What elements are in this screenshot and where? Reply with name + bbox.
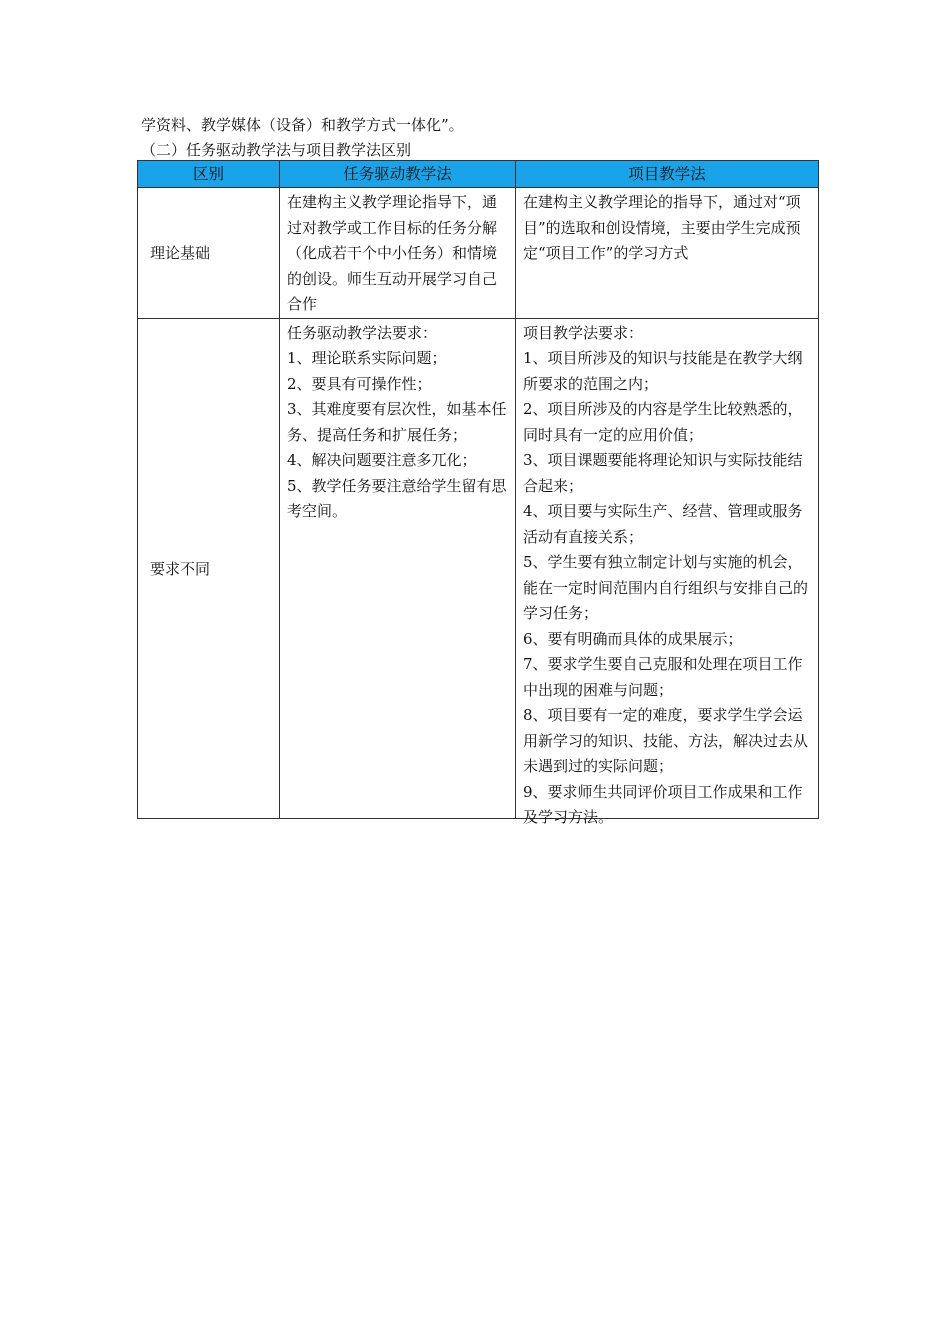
project-requirement-item: 项目教学法要求：	[523, 323, 644, 342]
task-requirement-item: 3、其难度要有层次性，如基本任务、提高任务和扩展任务；	[287, 400, 507, 444]
project-requirement-item: 1、项目所涉及的知识与技能是在教学大纲所要求的范围之内；	[523, 349, 803, 393]
task-requirement-item: 4、解决问题要注意多兀化；	[287, 451, 477, 469]
cell-project-theory: 在建构主义教学理论的指导下，通过对“项目”的选取和创设情境，主要由学生完成预定“项目工作”的学习方式	[516, 188, 819, 319]
project-requirement-item: 2、项目所涉及的内容是学生比较熟悉的，同时具有一定的应用价值；	[523, 400, 803, 444]
table-row	[138, 188, 819, 319]
row-label-requirements: 要求不同	[138, 318, 280, 818]
intro-line: 学资料、教学媒体（设备）和教学方式一体化”。	[141, 116, 464, 134]
project-requirement-item: 4、项目要与实际生产、经营、管理或服务活动有直接关系；	[523, 502, 803, 546]
project-requirement-item: 6、要有明确而具体的成果展示；	[523, 629, 743, 648]
comparison-table	[137, 160, 819, 826]
row-label-theory: 理论基础	[138, 188, 280, 319]
project-requirement-item: 5、学生要有独立制定计划与实施的机会，能在一定时间范围内自行组织与安排自己的学习任务；	[523, 553, 809, 622]
header-task-driven: 任务驱动教学法	[280, 161, 516, 188]
header-difference: 区别	[138, 161, 280, 188]
section-title: （二）任务驱动教学法与项目教学法区别	[141, 141, 412, 159]
task-requirement-item: 5、教学任务要注意给学生留有思考空间。	[287, 476, 507, 520]
project-requirement-item: 8、项目要有一定的难度，要求学生学会运用新学习的知识、技能、方法，解决过去从未遇到过的实际问题；	[523, 706, 809, 775]
task-requirement-item: 任务驱动教学法要求：	[287, 323, 438, 342]
project-requirement-item: 3、项目课题要能将理论知识与实际技能结合起来；	[523, 451, 803, 495]
cell-project-requirements	[516, 318, 819, 826]
project-requirement-item: 7、要求学生要自己克服和处理在项目工作中出现的困难与问题；	[523, 655, 803, 699]
cell-task-theory: 在建构主义教学理论指导下，通过对教学或工作目标的任务分解（化成若干个中小任务）和情境的创设。师生互动开展学习自己合作	[280, 188, 516, 319]
header-project: 项目教学法	[516, 161, 819, 188]
table-row	[138, 318, 819, 818]
table-header-row	[138, 161, 819, 188]
task-requirement-item: 1、理论联系实际问题；	[287, 349, 447, 367]
cell-task-requirements	[280, 318, 516, 818]
project-requirement-item: 9、要求师生共同评价项目工作成果和工作及学习方法。	[523, 782, 803, 826]
task-requirement-item: 2、要具有可操作性；	[287, 374, 432, 393]
